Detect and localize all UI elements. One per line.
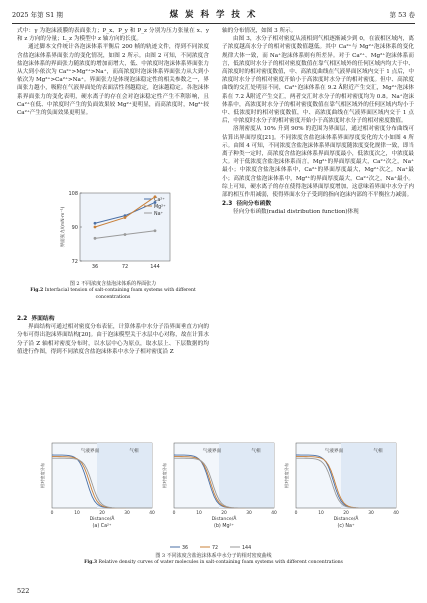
data-point (94, 226, 97, 229)
y-axis-label: 相对密度分布 (162, 462, 167, 489)
x-tick-label: 72 (121, 264, 129, 270)
plot-area (80, 193, 170, 261)
x-tick-label: 30 (368, 511, 374, 516)
fig3-caption-en (17, 560, 410, 567)
gas-region (219, 443, 274, 508)
volume-label: 第 53 卷 (389, 11, 415, 19)
x-axis-label: Distance/Å (89, 517, 115, 522)
y-axis-label: 界面张力/(mN·m⁻¹) (61, 206, 66, 248)
fig3-caption (17, 553, 410, 567)
region-label: 气液界面 (80, 449, 100, 454)
x-tick-label: 10 (318, 511, 324, 516)
x-tick-label: 40 (271, 511, 277, 516)
legend-label: 72 (212, 546, 219, 551)
paragraph: 径向分布函数(radial distribution function)体现 (233, 209, 359, 216)
y-tick-label: 108 (68, 191, 78, 197)
section-heading (222, 200, 414, 208)
paragraph: 轴的分布情况，如图 3 所示。 (222, 28, 297, 34)
right-column-top (222, 27, 414, 217)
section-title: 界面结构 (31, 316, 55, 322)
left-column-bottom (17, 315, 209, 356)
paragraph: 溶剂密度从 10% 升到 90% 的范围为界面层，通过相对密度分布曲线可估算出界面厚度[21]。不同浓度含盐泡沫体系界面厚度变化的大小如图 4 所示。由图 4 可知，不同浓度含盐泡沫体系界面厚度随浓度变化规律一致，即当离子种类一定时，高浓度含盐泡沫体系界面厚度最小，低浓度次之，中浓度最大。对于低浓度含盐泡沫体系而言，Mg²⁺的界面厚度最大，Ca²⁺次之，Na⁺最小；中浓度含盐泡沫体系中，Ca²⁺的界面厚度最大，Mg²⁺次之，Na⁺最小；高浓度含盐泡沫体系中，Mg²⁺的界面厚度最大，Ca²⁺次之，Na⁺最小。综上可知，硬水离子的存在使得泡沫界面厚度增加，这意味着界面中水分子内部的相互作用减弱，使得界面水分子受到的指向泡沫内部的不平衡拉力减弱。 (222, 126, 414, 199)
fig3-text-en: Relative density curves of water molecules in salt-containing foam systems with different concentrations (98, 560, 343, 565)
legend-label: Na⁺ (154, 211, 164, 217)
journal-title: 煤 炭 科 学 技 术 (169, 10, 258, 20)
region-label: 气液界面 (324, 449, 344, 454)
data-point (154, 229, 157, 232)
data-point (94, 222, 97, 225)
data-point (154, 195, 157, 198)
x-tick-label: 0 (294, 511, 298, 516)
fig3-caption-cn: 图 3 不同浓度含盐泡沫体系中水分子的相对密度曲线 (155, 553, 272, 559)
y-axis-label: 相对密度分布 (40, 462, 45, 489)
x-tick-label: 20 (343, 511, 349, 516)
panel-caption: (c) Na⁺ (337, 524, 355, 529)
figure-2 (58, 187, 178, 279)
section-title: 径向分布函数 (236, 201, 272, 208)
paragraph: 界面结构可通过相对密度分布表征，计算体系中水分子沿界面垂直方向的分布可得出泡沫界面结构[20]。由于泡沫模型关于水层中心对称，故在计算水分子沿 Z 轴相对密度分布时，以水层中心为原点，取水层上、下层数据的均值进行作图，得到不同浓度含盐泡沫体系中水分子相对密度沿 Z (17, 324, 209, 355)
x-tick-label: 10 (196, 511, 202, 516)
x-tick-label: 20 (221, 511, 227, 516)
data-point (94, 237, 97, 240)
fig2-caption (17, 281, 209, 301)
fig2-caption-en (17, 288, 209, 301)
fig2-caption-cn: 图 2 不同浓度含盐泡沫体系的界面张力 (69, 281, 157, 287)
fig2-label-en: Fig.2 (30, 288, 44, 293)
paragraph: 式中：γ 为泡沫液膜的表面张力；P_x、P_y 和 P_z 分别为压力张量在 x、y 和 z 方向的分量；L_z 为模型中 z 轴方向的长度。 (17, 28, 209, 43)
x-tick-label: 0 (50, 511, 54, 516)
legend-label: 36 (182, 546, 189, 551)
legend-label: Mg²⁺ (154, 204, 166, 210)
fig3-chart (30, 437, 400, 552)
legend-label: Ca²⁺ (154, 197, 165, 203)
panel-caption: (b) Mg²⁺ (214, 524, 234, 529)
issue-label: 2025 年第 S1 期 (12, 11, 63, 19)
gas-region (97, 443, 152, 508)
section-number: 2.2 (17, 316, 28, 322)
data-point (124, 216, 127, 219)
x-tick-label: 40 (393, 511, 399, 516)
y-tick-label: 90 (71, 225, 78, 231)
x-tick-label: 0 (172, 511, 176, 516)
region-label: 气相 (129, 449, 139, 454)
x-tick-label: 30 (246, 511, 252, 516)
x-tick-label: 36 (91, 264, 99, 270)
panel-caption: (a) Ca²⁺ (92, 524, 112, 529)
gas-region (341, 443, 396, 508)
fig2-chart (58, 187, 178, 279)
figure-3 (30, 437, 400, 552)
section-number: 2.3 (222, 201, 233, 208)
y-tick-label: 72 (71, 259, 78, 265)
paragraph: 由图 3，水分子相对密度从液相到气相逐渐减少到 0，在液相区域内，离子浓度越高水分子的相对密度数值越低。其中 Ca²⁺与 Mg²⁺泡沫体系的变化规律大体一致，而 Na⁺泡沫体系则有所差异。对于 Ca²⁺、Mg²⁺泡沫体系而言，低浓度时水分子的相对密度数值在靠气相区域外的任何区域内均大于中、高浓度时的相对密度数值，中、高浓度曲线在气液界面区域内交于 1 点后，中浓度时水分子的相对密度开始小于高浓度时水分子的相对密度。但中、高浓度曲线的交汇处明显不同，Ca²⁺泡沫体系在 9.2 Å附近产生交汇，Mg²⁺泡沫体系在 7.2 Å附近产生交汇，两者交汇时水分子的相对密度均为 0.8。Na⁺泡沫体系中，高浓度时水分子的相对密度数值在靠气相区域外的任何区域内均小于中、低浓度时的相对密度数值，中、高浓度曲线在气液界面区域内交于 1 点后，中浓度时水分子的相对密度开始小于高浓度时水分子的相对密度数值。 (222, 36, 414, 125)
x-axis-label: Distance/Å (333, 517, 359, 522)
x-tick-label: 20 (99, 511, 105, 516)
header-rule (12, 23, 415, 24)
x-tick-label: 10 (74, 511, 80, 516)
x-tick-label: 40 (149, 511, 155, 516)
region-label: 气相 (373, 449, 383, 454)
region-label: 气相 (251, 449, 261, 454)
x-axis-label: Distance/Å (211, 517, 237, 522)
section-heading (17, 315, 209, 323)
legend-label: 144 (242, 546, 252, 551)
data-point (124, 233, 127, 236)
x-tick-label: 144 (150, 264, 160, 270)
y-axis-label: 相对密度分布 (284, 462, 289, 489)
paragraph: 通过脚本文件统计各泡沫体系平衡后 200 帧的轨迹文件，得到不同浓度含盐泡沫体系界面张力的变化情况，如图 2 所示。由图 2 可知，不同浓度含盐泡沫体系的界面张力随浓度的增加而增大，低、中浓度时泡沫体系界面张力从大到小依次为 Ca²⁺>Mg²⁺>Na⁺，而高浓度时泡沫体系界面张力从大到小依次为 Mg²⁺>Ca²⁺>Na⁺。界面张力是体现泡沫稳定性的相关参数之一，界面张力越小，吸附在气液界面处的表面活性剂越稳定，泡沫越稳定。各泡沫体系界面张力的变化表明，硬水离子的存在会对泡沫稳定性产生不利影响，且 Ca²⁺在低、中浓度时产生的负面效果较 Mg²⁺更明显，而高浓度时，Mg²⁺较 Ca²⁺产生的负面效果更明显。 (17, 44, 209, 117)
fig2-text-en: Interfacial tension of salt-containing foam systems with different concentrations (44, 288, 196, 300)
left-column-top (17, 27, 209, 117)
region-label: 气液界面 (202, 449, 222, 454)
fig3-label-en: Fig.3 (84, 560, 98, 565)
x-tick-label: 30 (124, 511, 130, 516)
page-number: 522 (17, 587, 30, 595)
running-header (12, 8, 415, 22)
